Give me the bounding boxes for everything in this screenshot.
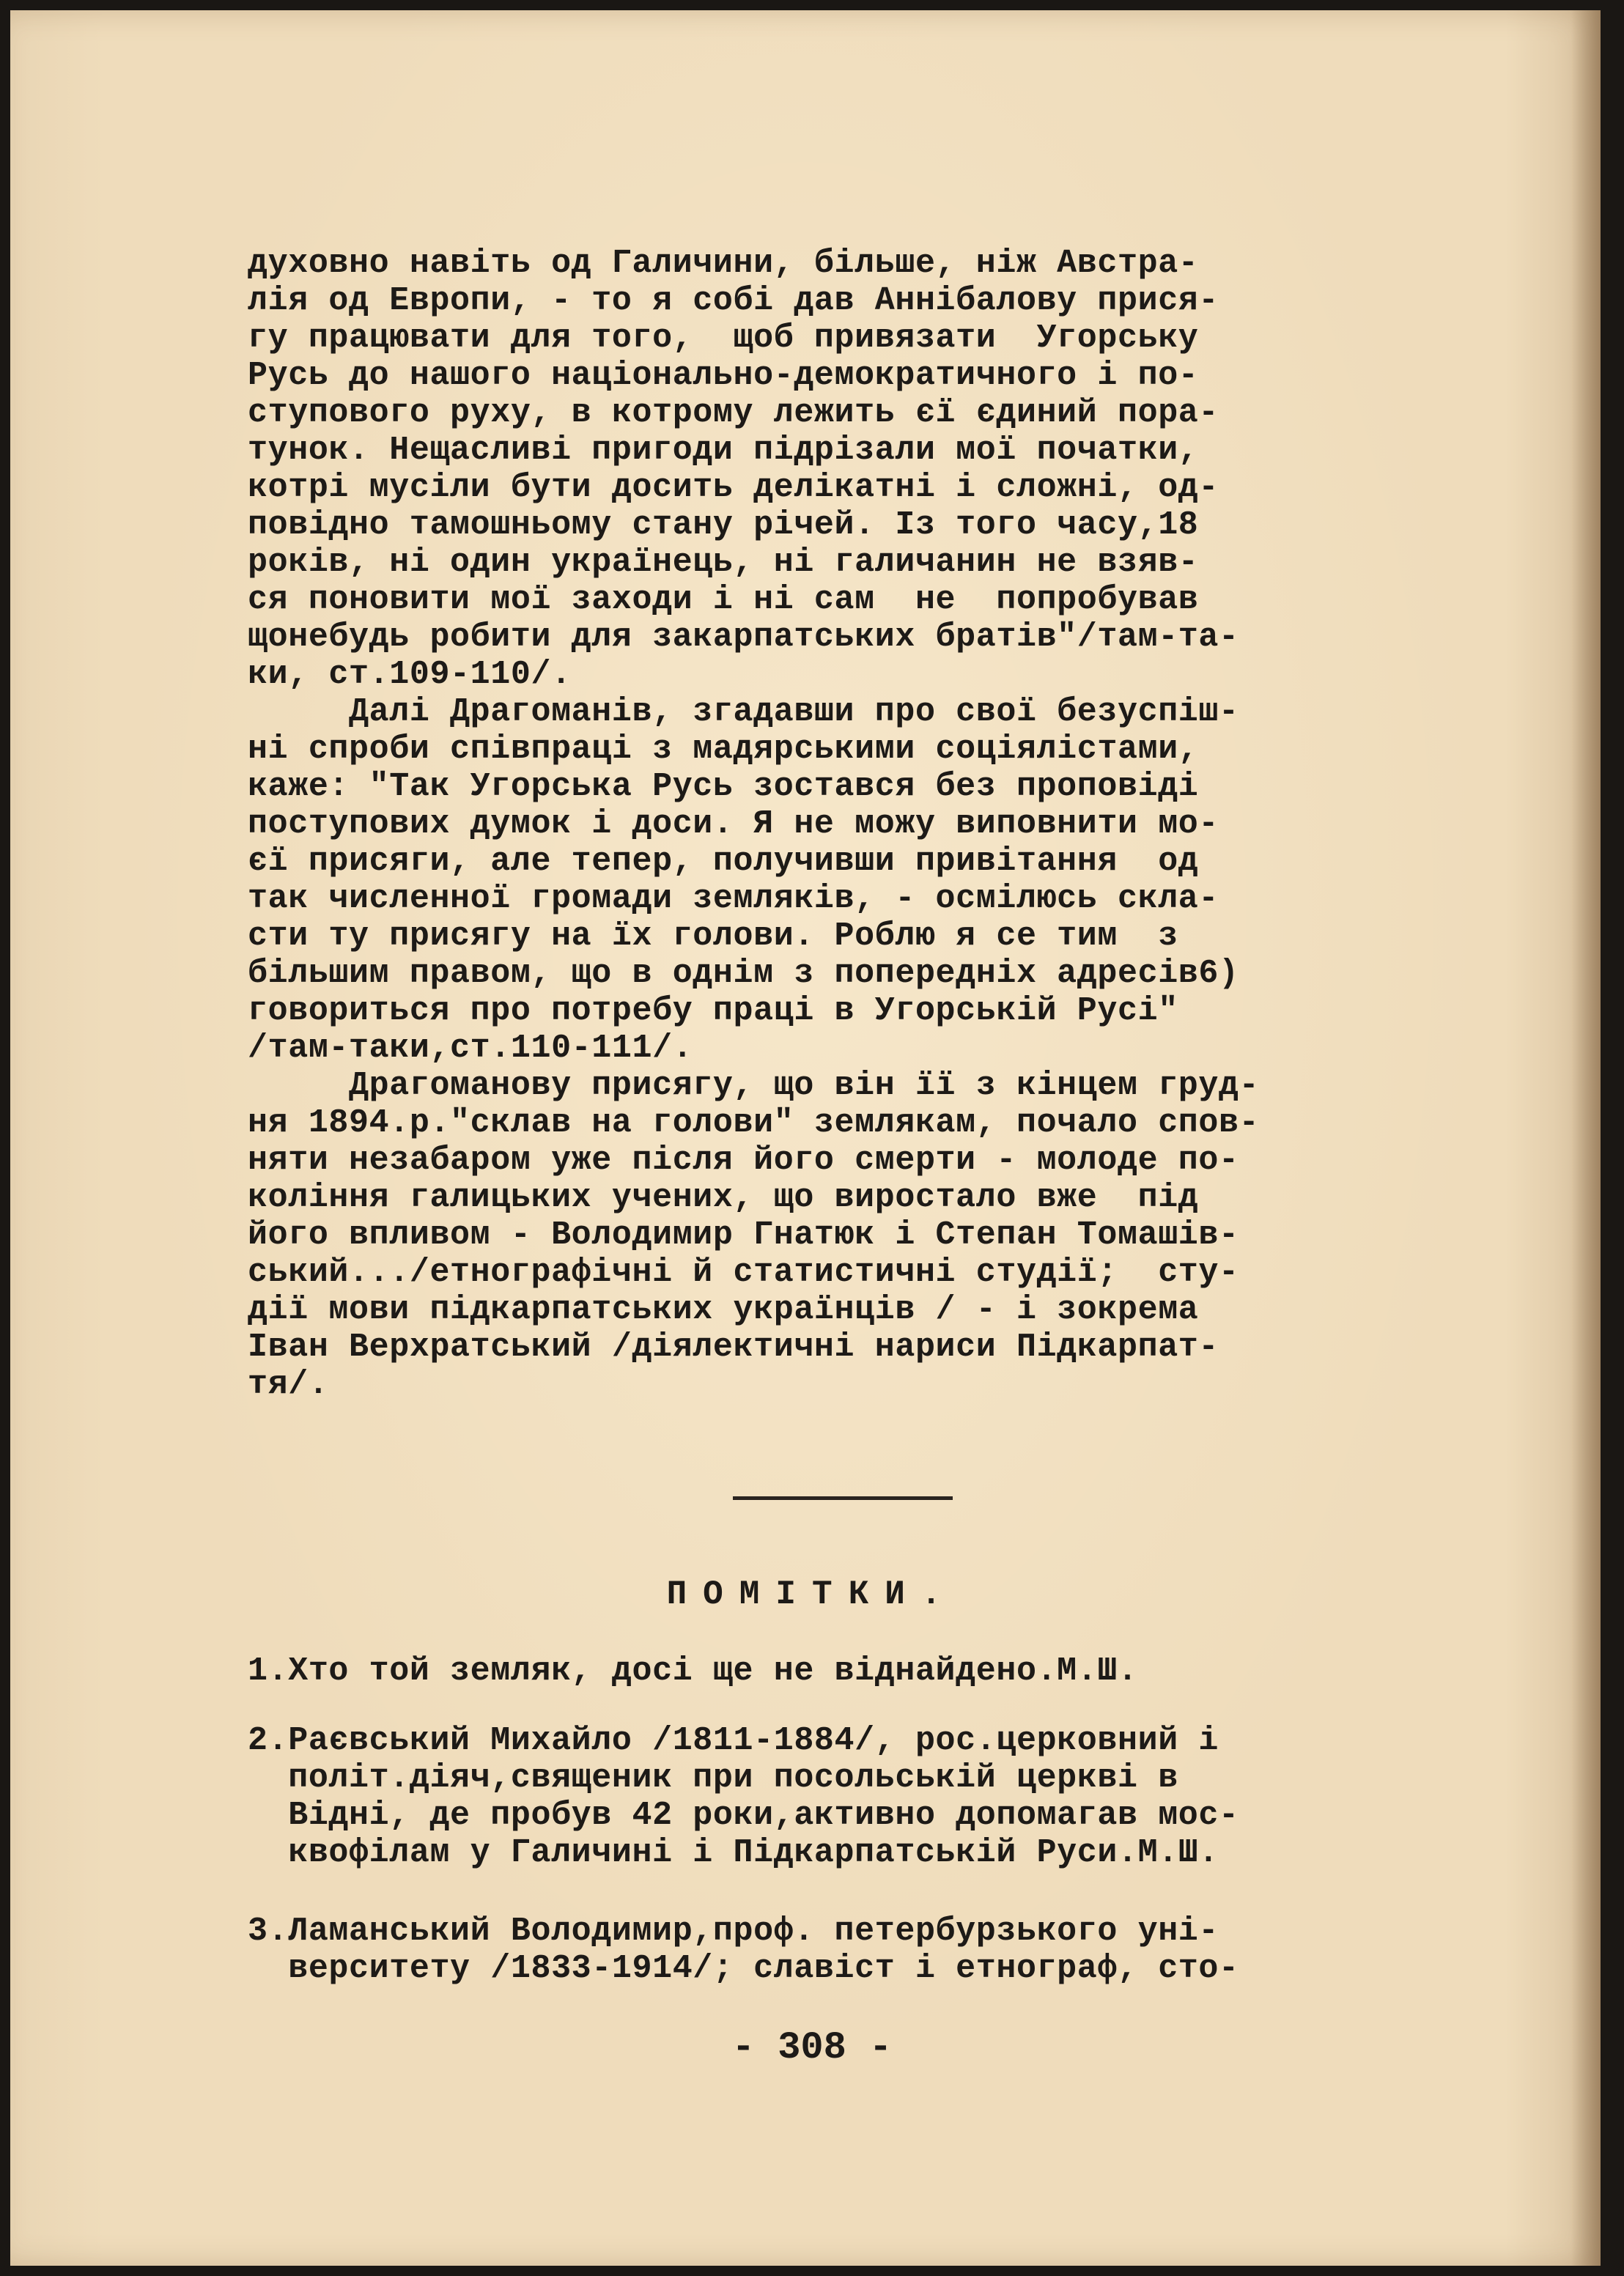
text-line: Іван Верхратський /діялектичні нариси Підкарпат- (248, 1329, 1219, 1366)
section-divider (733, 1496, 953, 1500)
footnote-1 (248, 1652, 1138, 1690)
text-line: його впливом - Володимир Гнатюк і Степан Томашів- (248, 1216, 1239, 1254)
text-line: коління галицьких учених, що виростало вже під (248, 1179, 1199, 1216)
text-line: каже: "Так Угорська Русь зостався без проповіді (248, 768, 1199, 805)
text-line: ся поновити мої заходи і ні сам не попробував (248, 581, 1199, 618)
text-line: /там-таки,ст.110-111/. (248, 1030, 693, 1067)
text-line: лія од Европи, - то я собі дав Аннібалову прися- (248, 282, 1219, 319)
text-line: ступового руху, в котрому лежить єї єдиний пора- (248, 394, 1219, 432)
text-line: так численної громади земляків, - осмілюсь скла- (248, 880, 1219, 917)
page-edge-shadow (1571, 10, 1601, 2266)
text-line: років, ні один українець, ні галичанин не взяв- (248, 544, 1199, 581)
text-line: говориться про потребу праці в Угорській Русі" (248, 992, 1178, 1030)
text-line: гу працювати для того, щоб привязати Угорську (248, 319, 1199, 357)
text-line: повідно тамошньому стану річей. Із того часу,18 (248, 506, 1199, 544)
text-line: ки, ст.109-110/. (248, 656, 572, 693)
text-line: ні спроби співпраці з мадярськими соціялістами, (248, 731, 1199, 768)
text-line: щонебудь робити для закарпатських братів"/там-та- (248, 618, 1239, 656)
footnote-line: квофілам у Галичині і Підкарпатській Руси.М.Ш. (248, 1834, 1219, 1872)
footnote-line: 3.Ламанський Володимир,проф. петербурзького уні- (248, 1913, 1219, 1950)
text-line: більшим правом, що в однім з попередніх адресів6) (248, 955, 1239, 992)
text-line: котрі мусіли бути досить делікатні і сложні, од- (248, 469, 1219, 506)
footnote-2 (248, 1722, 1239, 1872)
text-line: тя/. (248, 1366, 329, 1403)
footnote-line: 1.Хто той земляк, досі ще не віднайдено.М.Ш. (248, 1652, 1138, 1690)
text-line: Далі Драгоманів, згадавши про свої безуспіш- (248, 693, 1239, 731)
text-line: сти ту присягу на їх голови. Роблю я се тим з (248, 917, 1178, 955)
text-line: ня 1894.р."склав на голови" землякам, почало спов- (248, 1104, 1260, 1142)
text-line: тунок. Нещасливі пригоди підрізали мої початки, (248, 432, 1199, 469)
text-line: няти незабаром уже після його смерти - молоде по- (248, 1142, 1239, 1179)
text-line: дії мови підкарпатських українців / - і зокрема (248, 1291, 1199, 1329)
text-line: Драгоманову присягу, що він її з кінцем груд- (248, 1067, 1260, 1104)
footnote-line: верситету /1833-1914/; славіст і етнограф, сто- (248, 1950, 1239, 1987)
text-line: ський.../етнографічні й статистичні студії; сту- (248, 1254, 1239, 1291)
text-line: єї присяги, але тепер, получивши привітання од (248, 843, 1199, 880)
notes-heading: ПОМІТКИ. (666, 1575, 958, 1614)
text-line: духовно навіть од Галичини, більше, ніж Австра- (248, 245, 1199, 282)
footnote-3 (248, 1913, 1239, 1987)
footnote-line: політ.діяч,священик при посольській церкві в (248, 1759, 1178, 1797)
page-number: - 308 - (731, 2026, 893, 2069)
footnote-line: 2.Раєвський Михайло /1811-1884/, рос.церковний і (248, 1722, 1219, 1759)
footnote-line: Відні, де пробув 42 роки,активно допомагав мос- (248, 1797, 1239, 1834)
main-paragraph (248, 245, 1259, 1403)
text-line: Русь до нашого національно-демократичного і по- (248, 357, 1199, 394)
text-line: поступових думок і доси. Я не можу виповнити мо- (248, 805, 1219, 843)
